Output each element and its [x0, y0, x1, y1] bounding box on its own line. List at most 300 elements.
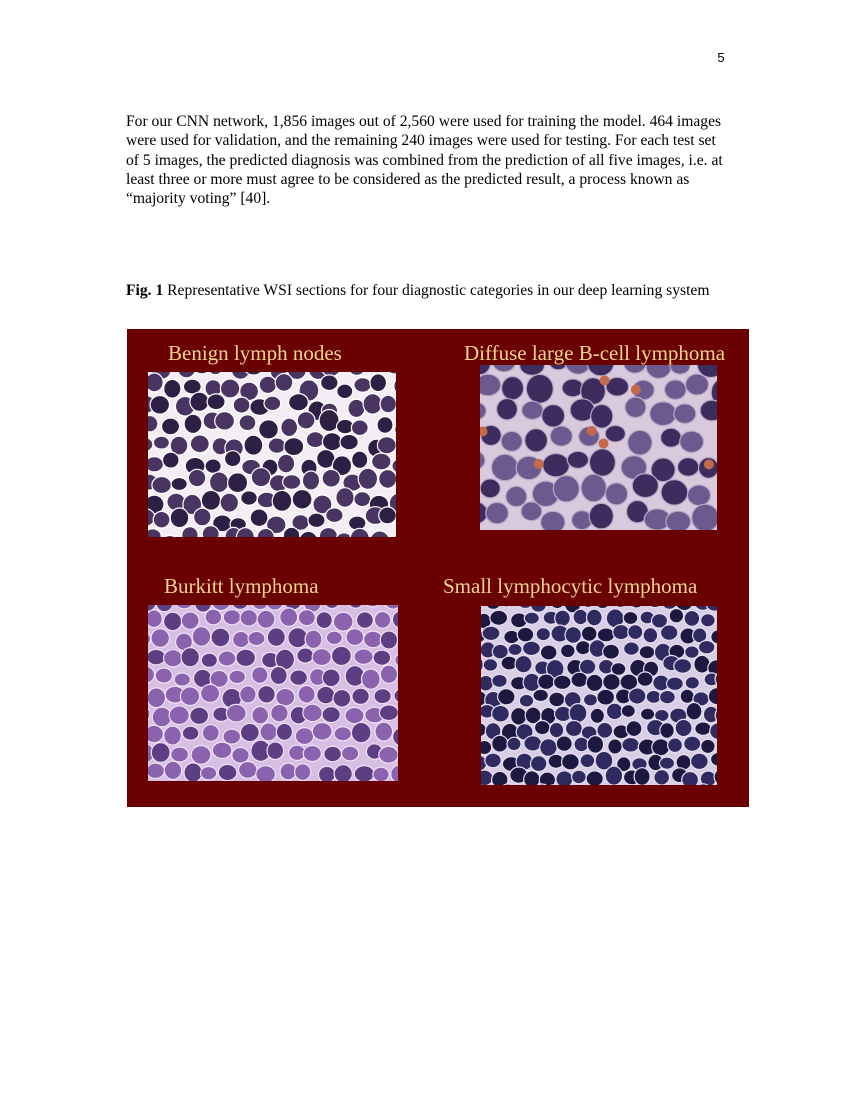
cell-nucleus [692, 504, 717, 530]
cell-nucleus [525, 429, 548, 452]
cell-nucleus [668, 738, 683, 753]
cell-nucleus [522, 401, 543, 419]
cell-nucleus [220, 379, 239, 398]
cell-nucleus [250, 509, 268, 527]
micrograph-burkitt [148, 605, 398, 781]
cell-nucleus [573, 609, 588, 624]
cell-nucleus [271, 704, 288, 722]
cell-nucleus [508, 644, 522, 656]
cell-nucleus [380, 665, 397, 683]
cell-nucleus [202, 725, 219, 742]
cell-nucleus [586, 674, 603, 691]
cell-nucleus [336, 488, 354, 508]
cell-nucleus [358, 468, 377, 489]
cell-nucleus [312, 723, 332, 741]
cell-nucleus [252, 667, 268, 684]
cell-nucleus [674, 659, 692, 674]
cell-nucleus [549, 722, 563, 737]
cell-nucleus [259, 420, 279, 439]
cell-nucleus [334, 727, 351, 741]
micrograph-texture [480, 365, 717, 530]
cell-nucleus [536, 628, 550, 641]
cell-nucleus [322, 469, 340, 487]
cell-nucleus [148, 457, 164, 472]
cell-nucleus [492, 705, 510, 722]
cell-nucleus [352, 688, 369, 704]
micrograph-sll [481, 606, 717, 785]
cell-nucleus [555, 610, 571, 626]
cell-nucleus [562, 754, 580, 770]
cell-nucleus [380, 395, 396, 413]
cell-nucleus [684, 736, 701, 751]
cell-nucleus [171, 478, 187, 491]
cell-nucleus [248, 631, 265, 645]
cell-nucleus [581, 474, 606, 502]
cell-nucleus [201, 767, 217, 780]
cell-nucleus [364, 631, 383, 648]
cell-nucleus [278, 454, 295, 473]
cell-nucleus [639, 646, 655, 659]
micrograph-texture [148, 372, 396, 537]
cell-nucleus [641, 708, 655, 720]
cell-nucleus [605, 425, 625, 442]
cell-nucleus [634, 768, 650, 785]
cell-nucleus [322, 707, 340, 723]
cell-nucleus [626, 721, 642, 737]
cell-nucleus [259, 376, 276, 393]
cell-nucleus [303, 746, 321, 762]
cell-nucleus [580, 754, 595, 768]
cell-nucleus [521, 502, 542, 521]
cell-nucleus [232, 748, 249, 764]
cell-nucleus [661, 480, 688, 505]
cell-nucleus [354, 766, 374, 781]
cell-nucleus [678, 458, 699, 477]
cell-nucleus [308, 513, 325, 527]
cell-nucleus [148, 373, 163, 392]
cell-nucleus [519, 694, 533, 707]
cell-nucleus [481, 675, 493, 691]
cell-nucleus [270, 667, 287, 685]
cell-nucleus [603, 674, 621, 691]
cell-nucleus [589, 503, 613, 529]
cell-nucleus [298, 610, 315, 626]
cell-nucleus [374, 689, 391, 704]
cell-nucleus [372, 453, 391, 470]
cell-nucleus [280, 763, 296, 780]
cell-nucleus [661, 625, 678, 640]
cell-nucleus [695, 722, 711, 735]
cell-nucleus [190, 392, 209, 411]
cell-nucleus [567, 451, 588, 468]
cell-nucleus [511, 708, 527, 726]
cell-nucleus [590, 708, 604, 723]
cell-nucleus [324, 746, 342, 761]
cell-nucleus [482, 626, 500, 640]
cell-nucleus [201, 653, 217, 667]
cell-nucleus [297, 648, 314, 663]
cell-nucleus [272, 490, 292, 511]
cell-nucleus [524, 612, 539, 624]
cell-nucleus [605, 483, 627, 505]
cell-nucleus [540, 645, 557, 660]
cell-nucleus [501, 431, 522, 451]
cell-nucleus [608, 739, 622, 754]
cell-nucleus [375, 722, 393, 741]
cell-nucleus [490, 610, 508, 625]
cell-nucleus [675, 719, 692, 736]
cell-nucleus [379, 470, 396, 489]
cell-nucleus [305, 630, 322, 648]
cell-nucleus [377, 417, 393, 434]
figure-label: Fig. 1 [126, 282, 164, 299]
cell-nucleus [680, 689, 694, 703]
cell-nucleus [652, 739, 670, 756]
cell-nucleus [569, 704, 587, 723]
cell-nucleus [205, 459, 221, 473]
cell-nucleus [629, 688, 646, 704]
cell-nucleus [686, 374, 709, 395]
cell-nucleus [597, 722, 613, 738]
micrograph-texture [148, 605, 398, 781]
cell-nucleus [240, 686, 256, 703]
body-paragraph: For our CNN network, 1,856 images out of 2,560 were used for training the model. 464 images were used for validation, and the remaining 240 images were used for testing. For each test set of 5 images, the predicted diagnosis was combined from the prediction of all five images, i.e. at least three or more must agree to be considered as the predicted result, a process known as “majority voting” [40]. [126, 113, 723, 208]
cell-nucleus [223, 729, 241, 744]
cell-nucleus [218, 651, 236, 666]
panel-label-benign: Benign lymph nodes [168, 341, 342, 365]
cell-nucleus [654, 770, 670, 785]
cell-nucleus [481, 740, 492, 754]
cell-nucleus [637, 672, 653, 686]
cell-nucleus [686, 703, 702, 720]
cell-nucleus [303, 704, 322, 721]
cell-nucleus [373, 767, 389, 781]
cell-nucleus [574, 737, 589, 752]
cell-nucleus [517, 627, 533, 642]
cell-nucleus [370, 374, 387, 392]
cell-nucleus [223, 610, 240, 625]
cell-nucleus [290, 670, 308, 685]
cell-nucleus [226, 704, 246, 722]
cell-nucleus [486, 502, 509, 523]
cell-nucleus [699, 641, 715, 654]
cell-nucleus [483, 659, 497, 671]
cell-nucleus [348, 399, 365, 417]
cell-nucleus [362, 669, 381, 689]
cell-nucleus [155, 668, 172, 683]
cell-nucleus [485, 753, 501, 768]
cell-nucleus [354, 492, 371, 507]
cell-nucleus [623, 612, 638, 625]
cell-nucleus [621, 705, 635, 718]
cell-nucleus [354, 378, 371, 393]
cell-nucleus [701, 614, 716, 627]
cell-nucleus [151, 743, 170, 763]
cell-nucleus [591, 404, 613, 428]
cell-nucleus [337, 384, 353, 399]
cell-nucleus [540, 739, 557, 757]
cell-nucleus [553, 476, 579, 502]
cell-nucleus [240, 610, 257, 626]
cell-nucleus [669, 609, 683, 623]
cell-nucleus [541, 511, 565, 530]
cell-nucleus [258, 686, 275, 704]
cell-nucleus [650, 402, 677, 426]
cell-nucleus [164, 612, 182, 631]
cell-nucleus [260, 723, 277, 741]
cell-nucleus [379, 507, 396, 524]
cell-nucleus [565, 721, 582, 737]
cell-nucleus [352, 451, 368, 468]
cell-nucleus [497, 399, 518, 420]
cell-nucleus [691, 753, 709, 769]
cell-nucleus [613, 625, 630, 640]
cell-nucleus [561, 644, 576, 657]
cell-nucleus [660, 690, 676, 703]
cell-nucleus [515, 656, 532, 673]
cell-nucleus [606, 703, 622, 719]
cell-nucleus [205, 609, 222, 625]
cell-nucleus [190, 707, 209, 724]
cell-nucleus [549, 692, 565, 707]
cell-nucleus [257, 610, 275, 628]
cell-nucleus [181, 648, 199, 667]
cell-nucleus [312, 649, 331, 666]
cell-nucleus [685, 677, 699, 689]
cell-nucleus [317, 686, 335, 704]
cell-nucleus [589, 449, 615, 476]
cell-nucleus [275, 374, 293, 392]
cell-nucleus [180, 687, 199, 706]
cell-nucleus [148, 763, 165, 778]
cell-nucleus [576, 641, 591, 655]
cell-nucleus [264, 396, 281, 410]
cell-nucleus [624, 642, 640, 655]
cell-nucleus [241, 491, 258, 505]
cell-nucleus [228, 473, 248, 493]
cell-nucleus [306, 432, 324, 448]
cell-nucleus [556, 736, 572, 751]
cell-nucleus [218, 764, 237, 780]
cell-nucleus [680, 431, 704, 452]
cell-nucleus [533, 689, 548, 701]
cell-nucleus [207, 394, 225, 410]
cell-nucleus [531, 756, 547, 772]
cell-nucleus [289, 394, 309, 411]
cell-nucleus [236, 649, 256, 666]
cell-nucleus [524, 736, 542, 751]
cell-nucleus [666, 511, 691, 530]
cell-nucleus [543, 454, 570, 477]
cell-nucleus [687, 485, 710, 506]
cell-nucleus [171, 747, 189, 762]
micrograph-benign [148, 372, 396, 537]
cell-nucleus [162, 418, 180, 435]
cell-nucleus [667, 677, 684, 690]
cell-nucleus [665, 380, 687, 400]
cell-nucleus [251, 468, 270, 487]
cell-nucleus [379, 705, 398, 721]
cell-nucleus [244, 435, 263, 455]
cell-nucleus [584, 694, 598, 706]
panel-label-burkitt: Burkitt lymphoma [164, 574, 319, 598]
cell-nucleus [340, 434, 358, 449]
cell-nucleus [542, 405, 565, 428]
figure-caption [126, 281, 726, 300]
cell-nucleus [333, 690, 351, 708]
cell-nucleus [701, 739, 715, 753]
figure-panel [127, 329, 749, 807]
cell-nucleus [674, 404, 696, 424]
cell-nucleus [164, 726, 182, 745]
micrograph-texture [481, 606, 717, 785]
red-blood-cell [704, 459, 714, 469]
cell-nucleus [297, 412, 315, 429]
cell-nucleus [148, 725, 163, 742]
page-number: 5 [717, 50, 725, 65]
cell-nucleus [351, 722, 371, 742]
cell-nucleus [190, 435, 209, 453]
panel-label-sll: Small lymphocytic lymphoma [443, 574, 698, 598]
cell-nucleus [152, 707, 171, 727]
cell-nucleus [192, 627, 210, 647]
cell-nucleus [351, 420, 368, 436]
cell-nucleus [498, 689, 515, 705]
cell-nucleus [148, 688, 166, 708]
cell-nucleus [212, 742, 232, 758]
cell-nucleus [684, 611, 700, 627]
cell-nucleus [281, 418, 298, 436]
cell-nucleus [373, 650, 391, 665]
red-blood-cell [534, 459, 544, 469]
cell-nucleus [507, 737, 521, 750]
cell-nucleus [333, 612, 353, 631]
cell-nucleus [587, 736, 603, 754]
cell-nucleus [174, 673, 190, 686]
cell-nucleus [322, 669, 340, 687]
cell-nucleus [284, 438, 304, 456]
cell-nucleus [163, 452, 180, 468]
cell-nucleus [182, 726, 199, 740]
cell-nucleus [267, 742, 284, 760]
cell-nucleus [506, 486, 527, 506]
cell-nucleus [256, 766, 276, 781]
cell-nucleus [700, 400, 717, 421]
cell-nucleus [685, 646, 699, 658]
cell-nucleus [152, 477, 172, 494]
cell-nucleus [148, 610, 162, 628]
cell-nucleus [345, 708, 364, 724]
cell-nucleus [354, 649, 373, 664]
cell-nucleus [220, 493, 238, 512]
cell-nucleus [170, 508, 189, 528]
cell-nucleus [492, 674, 507, 687]
cell-nucleus [164, 761, 181, 779]
cell-nucleus [233, 631, 250, 647]
cell-nucleus [622, 738, 640, 753]
cell-nucleus [151, 629, 169, 648]
cell-nucleus [581, 626, 597, 641]
cell-nucleus [229, 670, 246, 683]
cell-nucleus [363, 394, 382, 415]
cell-nucleus [319, 766, 336, 781]
cell-nucleus [298, 686, 315, 704]
cell-nucleus [184, 763, 202, 781]
cell-nucleus [321, 375, 338, 391]
cell-nucleus [150, 396, 169, 415]
cell-nucleus [302, 471, 319, 490]
cell-nucleus [202, 526, 219, 537]
cell-nucleus [215, 412, 235, 430]
cell-nucleus [225, 451, 241, 467]
cell-nucleus [523, 641, 541, 655]
cell-nucleus [377, 437, 396, 454]
cell-nucleus [240, 723, 259, 741]
cell-nucleus [280, 608, 298, 626]
cell-nucleus [181, 612, 199, 629]
cell-nucleus [632, 474, 658, 498]
cell-nucleus [660, 757, 675, 769]
cell-nucleus [346, 629, 364, 646]
cell-nucleus [326, 631, 342, 644]
cell-nucleus [556, 771, 573, 785]
cell-nucleus [625, 397, 646, 418]
cell-nucleus [605, 766, 622, 785]
cell-nucleus [169, 706, 189, 725]
cell-nucleus [342, 746, 359, 761]
cell-nucleus [628, 625, 643, 640]
cell-nucleus [572, 770, 587, 784]
cell-nucleus [239, 762, 257, 779]
cell-nucleus [316, 612, 332, 629]
red-blood-cell [631, 385, 641, 395]
cell-nucleus [332, 646, 352, 665]
cell-nucleus [586, 771, 603, 785]
cell-nucleus [283, 475, 301, 490]
cell-nucleus [188, 469, 205, 486]
cell-nucleus [211, 628, 230, 647]
cell-nucleus [550, 426, 572, 446]
cell-nucleus [535, 721, 551, 735]
cell-nucleus [587, 609, 603, 626]
red-blood-cell [600, 376, 610, 386]
cell-nucleus [603, 644, 620, 659]
cell-nucleus [492, 735, 508, 752]
red-blood-cell [599, 439, 609, 449]
cell-nucleus [153, 511, 170, 528]
cell-nucleus [267, 628, 285, 647]
cell-nucleus [357, 612, 374, 629]
cell-nucleus [571, 672, 588, 687]
cell-nucleus [191, 746, 211, 765]
cell-nucleus [492, 771, 508, 785]
cell-nucleus [682, 772, 699, 786]
cell-nucleus [539, 772, 555, 785]
cell-nucleus [268, 438, 285, 453]
cell-nucleus [502, 377, 524, 400]
cell-nucleus [643, 628, 658, 643]
cell-nucleus [164, 379, 181, 398]
cell-nucleus [239, 415, 256, 431]
cell-nucleus [524, 771, 540, 785]
cell-nucleus [565, 627, 581, 644]
cell-nucleus [210, 472, 229, 493]
figure-caption-text: Representative WSI sections for four diagnostic categories in our deep learning system [167, 282, 710, 299]
cell-nucleus [276, 688, 295, 706]
cell-nucleus [374, 612, 390, 629]
cell-nucleus [292, 490, 312, 510]
cell-nucleus [661, 428, 682, 447]
